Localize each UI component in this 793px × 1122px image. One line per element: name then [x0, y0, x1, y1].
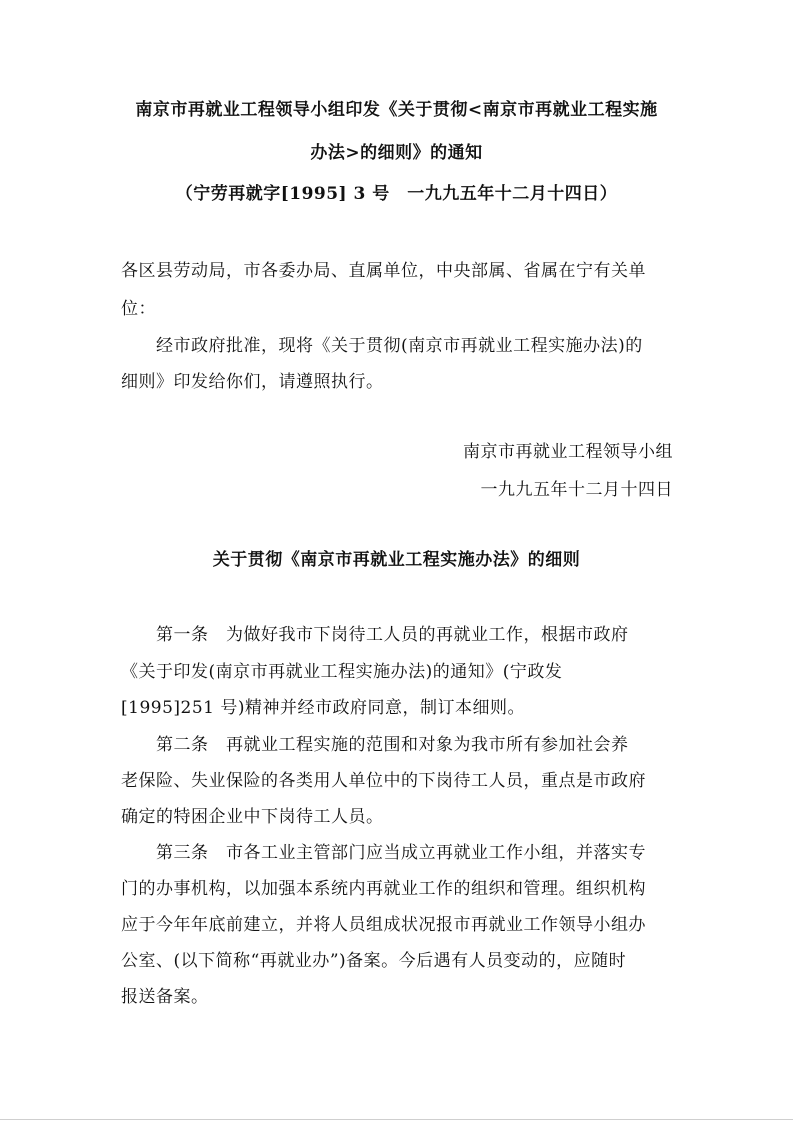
- article-3-line-4: 公室、(以下简称“再就业办”)备案。今后遇有人员变动的，应随时: [121, 951, 627, 971]
- notice-body-line-2: 细则》印发给你们，请遵照执行。: [121, 372, 384, 392]
- article-3-line-5: 报送备案。: [121, 987, 209, 1007]
- article-2-line-3: 确定的特困企业中下岗待工人员。: [121, 807, 384, 827]
- recipients-line-2: 位：: [121, 299, 156, 319]
- article-2-line-2: 老保险、失业保险的各类用人单位中的下岗待工人员，重点是市政府: [121, 771, 646, 791]
- notice-title-line-1: 南京市再就业工程领导小组印发《关于贯彻<南京市再就业工程实施: [135, 100, 658, 120]
- signature-date: 一九九五年十二月十四日: [480, 480, 673, 500]
- article-1-line-3: [1995]251 号)精神并经市政府同意，制订本细则。: [121, 698, 526, 718]
- article-3-line-1: 第三条 市各工业主管部门应当成立再就业工作小组，并落实专: [156, 843, 646, 863]
- recipients-line-1: 各区县劳动局，市各委办局、直属单位，中央部属、省属在宁有关单: [121, 261, 646, 281]
- signature-organization: 南京市再就业工程领导小组: [463, 442, 673, 462]
- article-1-line-1: 第一条 为做好我市下岗待工人员的再就业工作，根据市政府: [156, 625, 629, 645]
- document-number: （宁劳再就字[1995] 3 号 一九九五年十二月十四日）: [175, 184, 618, 204]
- page-bottom-divider: [0, 1119, 793, 1120]
- article-3-line-3: 应于今年年底前建立，并将人员组成状况报市再就业工作领导小组办: [121, 915, 646, 935]
- rules-heading: 关于贯彻《南京市再就业工程实施办法》的细则: [212, 550, 581, 570]
- article-2-line-1: 第二条 再就业工程实施的范围和对象为我市所有参加社会养: [156, 735, 629, 755]
- notice-title-line-2: 办法>的细则》的通知: [310, 143, 483, 163]
- article-1-line-2: 《关于印发(南京市再就业工程实施办法)的通知》(宁政发: [121, 662, 563, 682]
- article-3-line-2: 门的办事机构，以加强本系统内再就业工作的组织和管理。组织机构: [121, 879, 646, 899]
- notice-body-line-1: 经市政府批准，现将《关于贯彻(南京市再就业工程实施办法)的: [156, 336, 643, 356]
